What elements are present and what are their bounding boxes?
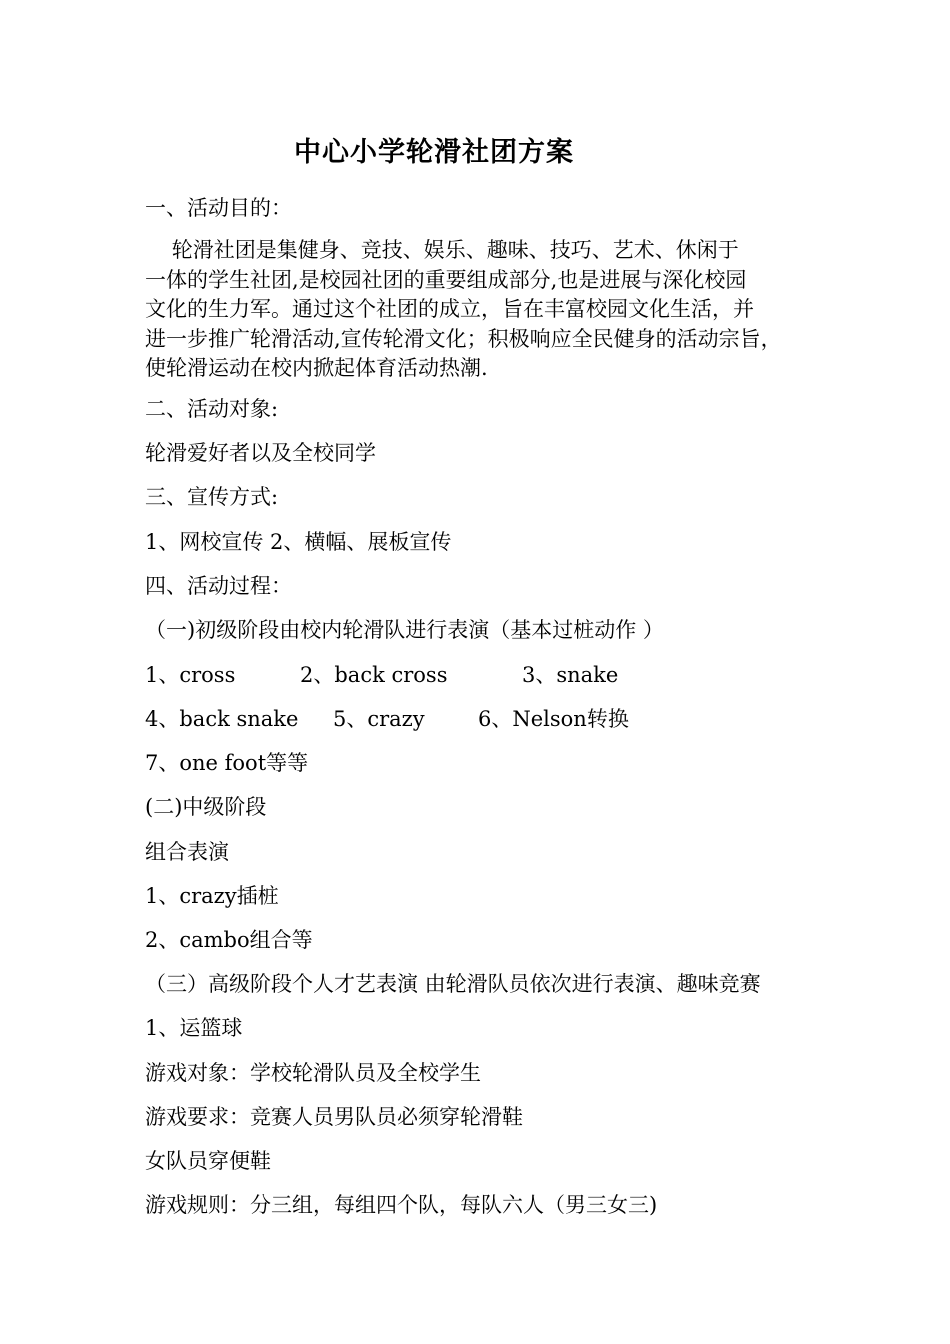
document-title: 中心小学轮滑社团方案 [294,137,574,168]
paragraph-line: 一体的学生社团,是校园社团的重要组成部分,也是进展与深化校园 [145,267,747,292]
purpose-paragraph [145,236,825,384]
move-item: 2、back cross [300,663,448,687]
section-heading-process: 四、活动过程： [145,574,292,598]
section-heading-audience: 二、活动对象: [145,397,279,421]
section-heading-promotion: 三、宣传方式: [145,485,279,509]
audience-text: 轮滑爱好者以及全校同学 [145,441,376,465]
paragraph-line: 使轮滑运动在校内掀起体育活动热潮. [145,356,488,380]
stage2-heading: (二)中级阶段 [145,795,267,819]
stage1-heading: （一)初级阶段由校内轮滑队进行表演（基本过桩动作 ） [145,618,664,642]
paragraph-line: 进一步推广轮滑活动,宣传轮滑文化；积极响应全民健身的活动宗旨， [145,326,782,351]
move-item: 3、snake [522,663,619,687]
move-item: 1、cross [145,663,236,687]
move-item: 7、one foot等等 [145,751,309,775]
stage3-heading: （三）高级阶段个人才艺表演 由轮滑队员依次进行表演、趣味竞赛 [145,972,761,996]
moves-row [145,705,745,734]
promotion-text: 1、网校宣传 2、横幅、展板宣传 [145,530,452,554]
move-item: 4、back snake [145,707,299,731]
stage2-item: 1、crazy插桩 [145,884,279,908]
paragraph-line: 文化的生力军。通过这个社团的成立，旨在丰富校园文化生活，并 [145,297,754,321]
game-rules: 游戏规则：分三组，每组四个队，每队六人（男三女三) [145,1193,658,1217]
game-requirements: 游戏要求：竞赛人员男队员必须穿轮滑鞋 [145,1105,523,1129]
stage2-item: 2、cambo组合等 [145,928,313,952]
game-target: 游戏对象：学校轮滑队员及全校学生 [145,1061,481,1085]
move-item: 6、Nelson转换 [478,707,629,731]
move-item: 5、crazy [333,707,425,731]
game-requirements-continued: 女队员穿便鞋 [145,1149,271,1173]
stage2-subheading: 组合表演 [145,840,229,864]
paragraph-line: 轮滑社团是集健身、竞技、娱乐、趣味、技巧、艺术、休闲于 [145,238,739,262]
section-heading-purpose: 一、活动目的： [145,196,292,220]
stage3-item: 1、运篮球 [145,1016,243,1040]
moves-row [145,661,745,690]
